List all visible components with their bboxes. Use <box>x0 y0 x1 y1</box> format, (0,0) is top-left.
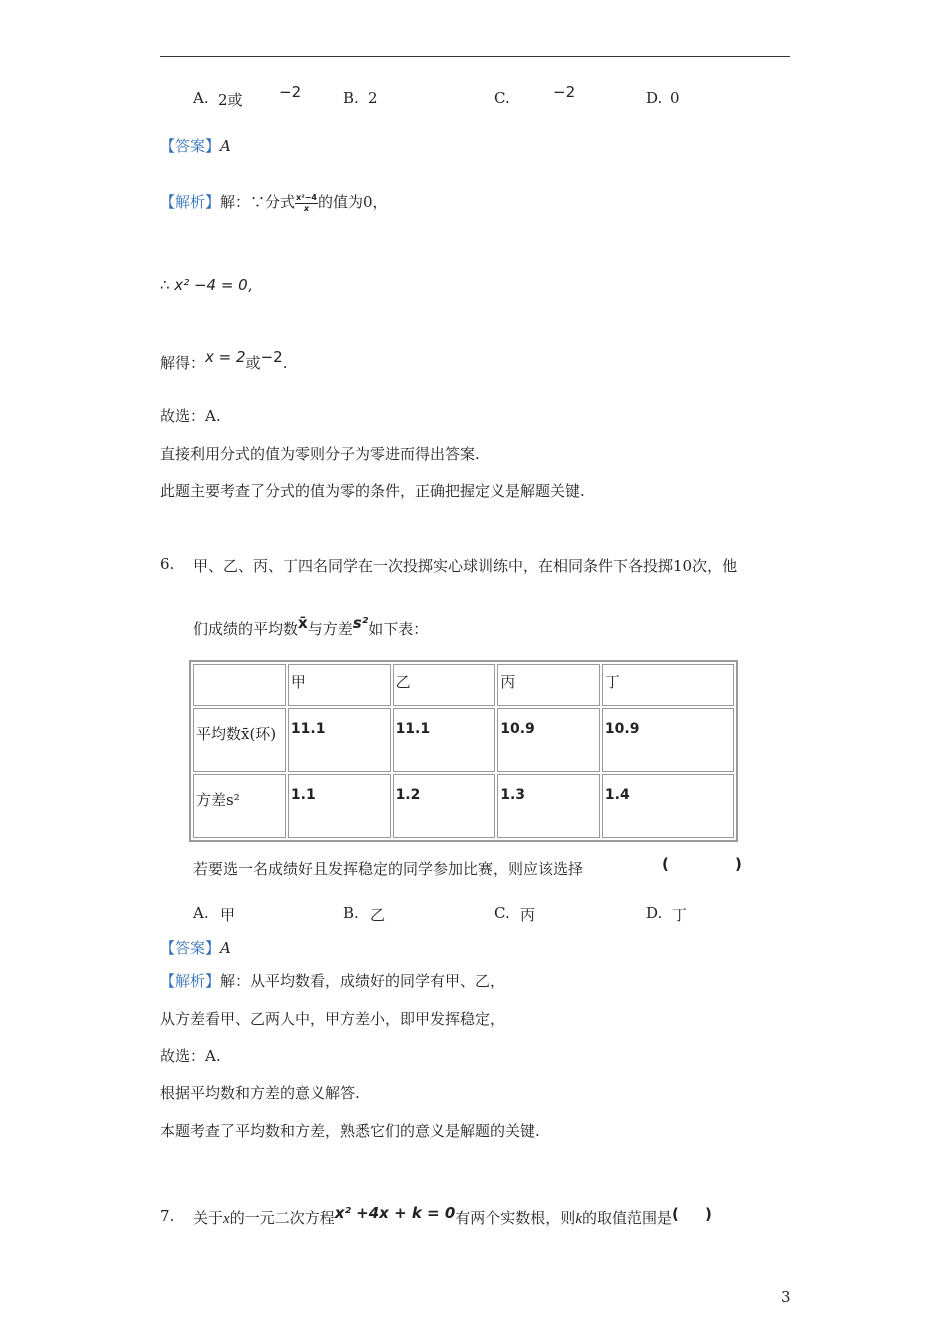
q5-step2-line <box>160 348 288 373</box>
fraction-denominator: x <box>303 203 310 213</box>
q5-option-d-text: 0 <box>670 89 680 107</box>
stem-text-b: 与方差 <box>307 620 353 638</box>
answer-tag: 【答案】 <box>160 939 221 957</box>
step2-or: 或 <box>245 354 261 372</box>
q6-answer-line <box>160 937 231 958</box>
table-cell: 1.3 <box>497 774 600 838</box>
q6-stem-line2 <box>193 614 429 639</box>
q7-stem <box>193 1204 712 1228</box>
answer-value: A <box>220 939 231 957</box>
q5-choose: 故选：A. <box>160 407 221 425</box>
q5-option-b-text: 2 <box>368 89 378 107</box>
q6-paren-close: ) <box>735 855 742 873</box>
q6-option-d-text: 丁 <box>672 906 688 924</box>
table-row-label: 方差s² <box>193 774 286 838</box>
table-cell: 10.9 <box>497 708 600 772</box>
step2-solution-b: −2 <box>260 348 283 366</box>
q6-option-a-letter: A. <box>193 904 209 922</box>
analysis-text: 解：从平均数看，成绩好的同学有甲、乙， <box>220 972 506 990</box>
step1-end: , <box>247 276 253 294</box>
step2-label: 解得： <box>160 354 206 372</box>
q6-number: 6. <box>160 555 175 573</box>
answer-tag: 【答案】 <box>160 137 221 155</box>
q5-summary: 此题主要考查了分式的值为零的条件，正确把握定义是解题关键. <box>160 482 585 500</box>
variance-symbol: s² <box>352 614 369 632</box>
q5-method: 直接利用分式的值为零则分子为零进而得出答案. <box>160 445 480 463</box>
q6-paren-open: ( <box>662 855 669 873</box>
analysis-tag: 【解析】 <box>160 193 221 211</box>
table-cell: 1.4 <box>602 774 734 838</box>
q6-analysis-line <box>160 970 505 991</box>
stem-text-c: 如下表： <box>368 620 429 638</box>
stem-text-a: 们成绩的平均数 <box>193 620 299 638</box>
q5-analysis-line <box>160 187 388 217</box>
q6-option-a-text: 甲 <box>220 906 236 924</box>
q5-option-b-letter: B. <box>343 89 359 107</box>
analysis-tail: 的值为0， <box>317 193 388 211</box>
q7-equation: x² +4x + k = 0 <box>334 1204 456 1222</box>
table-header-row <box>193 664 734 706</box>
table-row-label: 平均数x̄(环) <box>193 708 286 772</box>
step2-solution-a: x = 2 <box>205 348 246 366</box>
q5-step1-line <box>160 276 253 294</box>
table-cell: 1.2 <box>393 774 496 838</box>
answer-value: A <box>220 137 231 155</box>
q6-option-d-letter: D. <box>646 904 663 922</box>
scores-table <box>189 660 738 842</box>
top-rule <box>160 56 790 57</box>
mean-symbol: x̄ <box>298 614 308 632</box>
fraction <box>295 193 318 214</box>
q7-stem-a: 关于 <box>193 1209 224 1227</box>
table-cell: 10.9 <box>602 708 734 772</box>
table-cell: 11.1 <box>288 708 391 772</box>
analysis-intro: 解：∵分式 <box>220 193 296 211</box>
analysis-tag: 【解析】 <box>160 972 221 990</box>
table-header-cell <box>193 664 286 706</box>
table-header-cell: 丁 <box>602 664 734 706</box>
fraction-numerator: x²−4 <box>296 192 317 202</box>
q6-option-b-letter: B. <box>343 904 359 922</box>
q5-answer-line <box>160 135 231 156</box>
q5-option-c-math: −2 <box>553 83 576 101</box>
q5-option-a-text: 2或 <box>218 91 243 109</box>
q6-option-c-letter: C. <box>494 904 510 922</box>
table-cell: 1.1 <box>288 774 391 838</box>
q6-choose: 故选：A. <box>160 1047 221 1065</box>
table-header-cell: 丙 <box>497 664 600 706</box>
step1-equation: ∴ x² −4 = 0 <box>160 276 248 294</box>
q7-stem-b: 的一元二次方程 <box>229 1209 335 1227</box>
q7-paren: ( ) <box>672 1205 712 1223</box>
q6-option-b-text: 乙 <box>370 906 386 924</box>
q7-stem-c: 有两个实数根，则 <box>455 1209 576 1227</box>
q6-method: 根据平均数和方差的意义解答. <box>160 1084 360 1102</box>
table-header-cell: 甲 <box>288 664 391 706</box>
table-header-cell: 乙 <box>393 664 496 706</box>
q5-option-a-letter: A. <box>193 89 209 107</box>
q6-summary: 本题考查了平均数和方差，熟悉它们的意义是解题的关键. <box>160 1122 540 1140</box>
q6-stem-line1: 甲、乙、丙、丁四名同学在一次投掷实心球训练中，在相同条件下各投掷10次，他 <box>193 557 738 575</box>
table-row <box>193 708 734 772</box>
q7-stem-d: 的取值范围是 <box>581 1209 672 1227</box>
q6-question: 若要选一名成绩好且发挥稳定的同学参加比赛，则应该选择 <box>193 860 584 878</box>
q6-option-c-text: 丙 <box>520 906 536 924</box>
step2-end: . <box>282 354 288 372</box>
page-number: 3 <box>781 1288 791 1306</box>
table-cell: 11.1 <box>393 708 496 772</box>
q5-option-d-letter: D. <box>646 89 663 107</box>
q6-analysis-line2: 从方差看甲、乙两人中，甲方差小，即甲发挥稳定， <box>160 1010 506 1028</box>
q7-number: 7. <box>160 1207 175 1225</box>
q7-var-x: x <box>223 1211 230 1227</box>
q5-option-a-math: −2 <box>279 83 302 101</box>
q5-option-c-letter: C. <box>494 89 510 107</box>
table-row <box>193 774 734 838</box>
q7-var-k: k <box>575 1211 582 1227</box>
